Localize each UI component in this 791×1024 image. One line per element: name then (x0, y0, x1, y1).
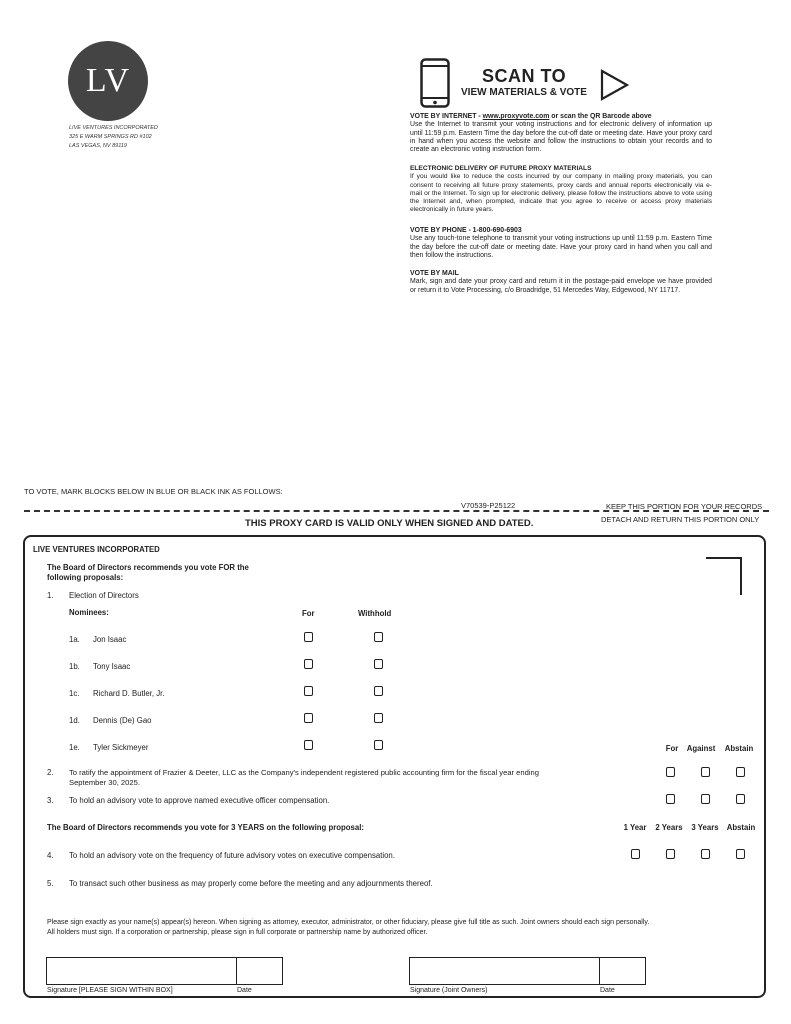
nominee-1c-number: 1c. (69, 689, 80, 698)
proposal-5-text: To transact such other business as may properly come before the meeting and any adjournments thereof. (69, 879, 433, 888)
header-abstain: Abstain (724, 744, 754, 753)
proposal-2-against-checkbox[interactable] (701, 767, 710, 777)
vote-internet-section (410, 113, 712, 154)
proposal-5-number: 5. (47, 879, 54, 888)
proxyvote-link[interactable]: www.proxyvote.com (482, 113, 550, 120)
header-1-year: 1 Year (623, 823, 647, 832)
nominee-1c-for-checkbox[interactable] (304, 686, 313, 696)
proposal-2-text-cont: September 30, 2025. (69, 778, 140, 787)
nominee-1c-name: Richard D. Butler, Jr. (93, 689, 165, 698)
proposal-4-1-year-checkbox[interactable] (631, 849, 640, 859)
nominee-1b-for-checkbox[interactable] (304, 659, 313, 669)
proposal-2-abstain-checkbox[interactable] (736, 767, 745, 777)
header-3-years: 3 Years (691, 823, 719, 832)
proposal-1-text: Election of Directors (69, 591, 139, 600)
company-city-line: LAS VEGAS, NV 89119 (69, 143, 127, 149)
detach-line (24, 510, 769, 512)
signature-caption: Signature [PLEASE SIGN WITHIN BOX] (47, 987, 173, 994)
valid-notice: THIS PROXY CARD IS VALID ONLY WHEN SIGNED AND DATED. (245, 518, 534, 529)
proposal-2-for-checkbox[interactable] (666, 767, 675, 777)
board-recommendation-1: The Board of Directors recommends you vote FOR the (47, 563, 249, 572)
nominee-1d-withhold-checkbox[interactable] (374, 713, 383, 723)
nominee-1a-number: 1a. (69, 635, 80, 644)
nominee-1d-for-checkbox[interactable] (304, 713, 313, 723)
nominee-1e-name: Tyler Sickmeyer (93, 743, 149, 752)
electronic-delivery-body: If you would like to reduce the costs incurred by our company in mailing proxy materials, you can consent to receiving all future proxy statements, proxy cards and annual reports electronically via e-mail or the Internet. To sign up for electronic delivery, please follow the instructions above to vote using the Internet and, when prompted, indicate that you agree to receive or access proxy materials electronically in future years. (410, 173, 712, 214)
nominee-1b-name: Tony Isaac (93, 662, 131, 671)
proposal-4-text: To hold an advisory vote on the frequency of future advisory votes on executive compensation. (69, 851, 395, 860)
proposal-3-text: To hold an advisory vote to approve named executive officer compensation. (69, 796, 330, 805)
proposal-2-text: To ratify the appointment of Frazier & Deeter, LLC as the Company's independent registered public accounting firm for the fiscal year ending (69, 768, 539, 777)
board-recommendation-2: The Board of Directors recommends you vote for 3 YEARS on the following proposal: (47, 823, 364, 832)
company-street-line: 325 E WARM SPRINGS RD #102 (69, 134, 152, 140)
keep-portion-label: KEEP THIS PORTION FOR YOUR RECORDS (606, 502, 763, 511)
nominee-1e-number: 1e. (69, 743, 80, 752)
vote-internet-body: Use the Internet to transmit your voting instructions and for electronic delivery of information up until 11:59 p.m. Eastern Time the day before the cut-off date or meeting date. Have your proxy card in hand when you access the website and follow the instructions to obtain your records and to create an electronic voting instruction form. (410, 121, 712, 154)
nominee-1b-number: 1b. (69, 662, 80, 671)
detach-portion-label: DETACH AND RETURN THIS PORTION ONLY (601, 515, 760, 524)
joint-signature-date-caption: Date (600, 987, 615, 994)
scan-title: SCAN TO (482, 66, 567, 86)
nominees-header: Nominees: (69, 608, 109, 617)
joint-signature-date-box[interactable] (599, 957, 646, 985)
proposal-4-2-years-checkbox[interactable] (666, 849, 675, 859)
joint-signature-box[interactable] (409, 957, 600, 985)
electronic-delivery-section (410, 165, 712, 215)
proposal-4-number: 4. (47, 851, 54, 860)
mark-instruction: TO VOTE, MARK BLOCKS BELOW IN BLUE OR BLACK INK AS FOLLOWS: (24, 487, 283, 496)
corner-registration-mark (706, 557, 742, 595)
proposal-3-abstain-checkbox[interactable] (736, 794, 745, 804)
signature-date-box[interactable] (236, 957, 283, 985)
vote-mail-heading: VOTE BY MAIL (410, 270, 459, 277)
nominee-1d-name: Dennis (De) Gao (93, 716, 152, 725)
signature-instructions: Please sign exactly as your name(s) appear(s) hereon. When signing as attorney, executor, administrator, or other fiduciary, please give full title as such. Joint owners should each sign personally. All holders must sign. If a corporation or partnership, please sign in full corporate or partnership name by authorized officer. (47, 919, 650, 936)
vote-internet-heading: VOTE BY INTERNET - www.proxyvote.com or scan the QR Barcode above (410, 113, 652, 120)
nominee-1a-for-checkbox[interactable] (304, 632, 313, 642)
column-for: For (302, 609, 315, 618)
header-2-years: 2 Years (655, 823, 683, 832)
nominee-1b-withhold-checkbox[interactable] (374, 659, 383, 669)
vote-mail-body: Mark, sign and date your proxy card and return it in the postage-paid envelope we have provided or return it to Vote Processing, c/o Broadridge, 51 Mercedes Way, Edgewood, NY 11717. (410, 278, 712, 294)
proposal-4-3-years-checkbox[interactable] (701, 849, 710, 859)
vote-phone-heading: VOTE BY PHONE - 1-800-690-6903 (410, 227, 522, 234)
nominee-1a-withhold-checkbox[interactable] (374, 632, 383, 642)
nominee-1e-withhold-checkbox[interactable] (374, 740, 383, 750)
play-arrow-icon (600, 69, 630, 101)
phone-icon (420, 58, 450, 108)
nominee-1e-for-checkbox[interactable] (304, 740, 313, 750)
signature-date-caption: Date (237, 987, 252, 994)
job-code: V70539-P25122 (461, 501, 516, 510)
vote-mail-section (410, 270, 712, 295)
header-abstain-frequency: Abstain (726, 823, 756, 832)
nominee-1d-number: 1d. (69, 716, 80, 725)
column-withhold: Withhold (358, 609, 392, 618)
scan-subtitle: VIEW MATERIALS & VOTE (461, 87, 587, 98)
proposal-4-abstain-checkbox[interactable] (736, 849, 745, 859)
company-name-line: LIVE VENTURES INCORPORATED (69, 125, 158, 131)
header-against: Against (686, 744, 716, 753)
nominee-1c-withhold-checkbox[interactable] (374, 686, 383, 696)
company-logo: LV (68, 41, 148, 121)
signature-box[interactable] (46, 957, 237, 985)
proposal-1-number: 1. (47, 591, 54, 600)
card-company-name: LIVE VENTURES INCORPORATED (33, 545, 160, 554)
board-recommendation-1-cont: following proposals: (47, 573, 124, 582)
proposal-3-against-checkbox[interactable] (701, 794, 710, 804)
proposal-3-for-checkbox[interactable] (666, 794, 675, 804)
vote-phone-body: Use any touch-tone telephone to transmit your voting instructions up until 11:59 p.m. Eastern Time the day before the cut-off date or meeting date. Have your proxy card in hand when you call and then follow the instructions. (410, 235, 712, 259)
electronic-delivery-heading: ELECTRONIC DELIVERY OF FUTURE PROXY MATERIALS (410, 165, 592, 172)
proposal-3-number: 3. (47, 796, 54, 805)
proposal-2-number: 2. (47, 768, 54, 777)
vote-phone-section (410, 227, 712, 260)
header-for: For (665, 744, 679, 753)
joint-signature-caption: Signature (Joint Owners) (410, 987, 488, 994)
nominee-1a-name: Jon Isaac (93, 635, 127, 644)
